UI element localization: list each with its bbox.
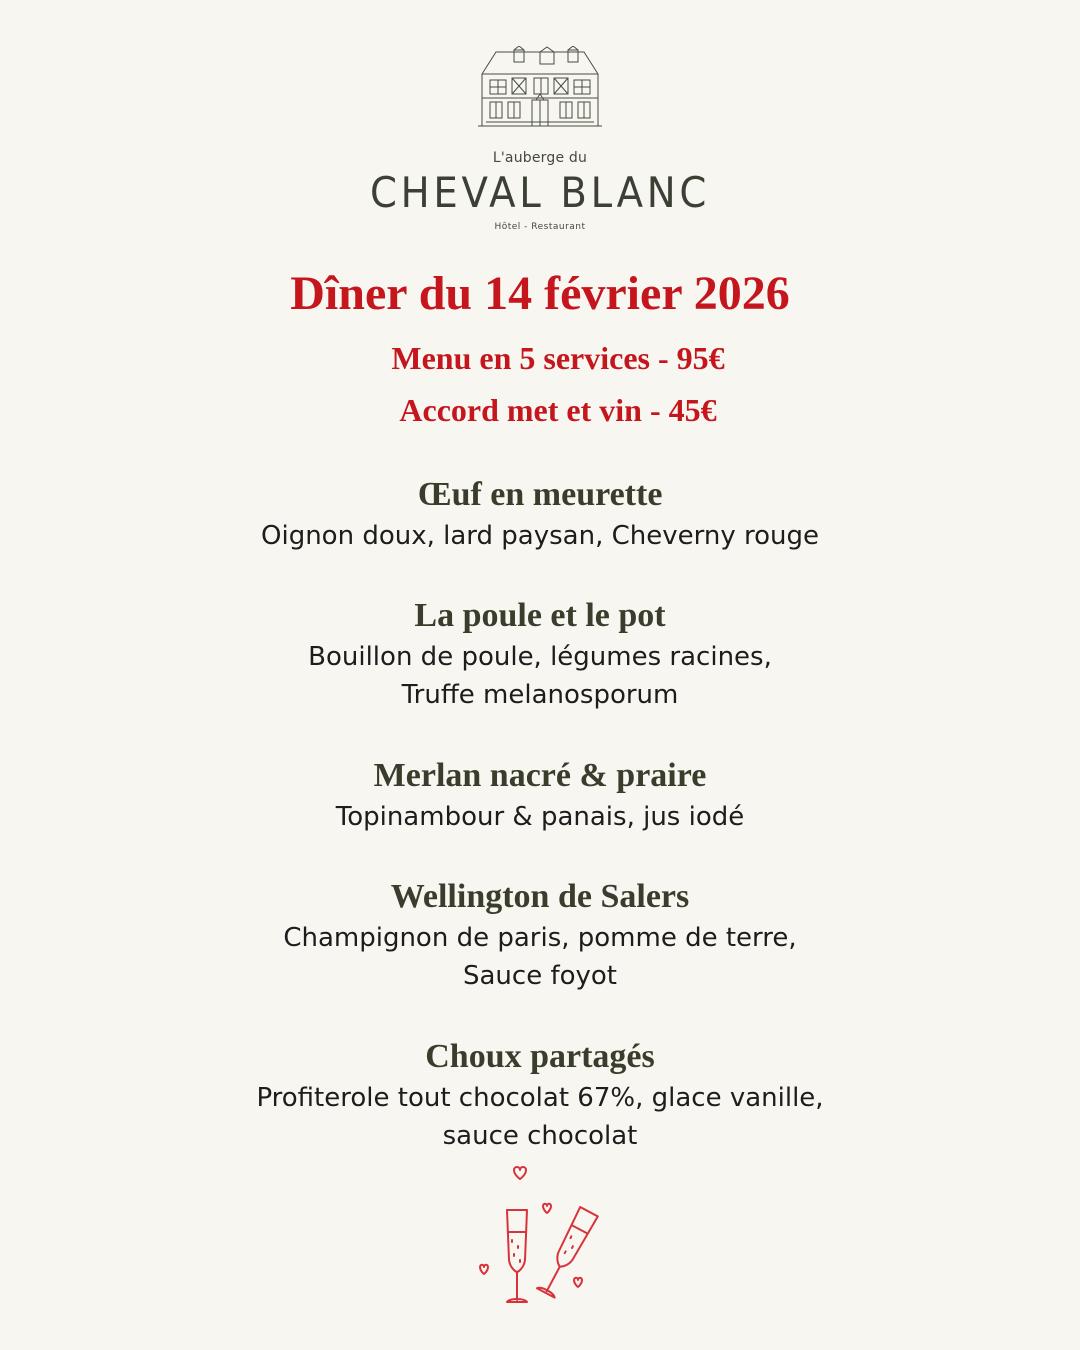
course-description-line: Oignon doux, lard paysan, Cheverny rouge bbox=[261, 521, 819, 551]
course-description bbox=[0, 798, 1080, 836]
champagne-glasses-hearts-icon bbox=[470, 1160, 610, 1316]
brand-prefix: L'auberge du bbox=[492, 150, 588, 166]
course-title: Wellington de Salers bbox=[390, 878, 690, 915]
course-title: La poule et le pot bbox=[414, 597, 666, 634]
course-description bbox=[0, 919, 1080, 995]
course-description-line: Topinambour & panais, jus iodé bbox=[335, 802, 745, 832]
menu-price-line: Menu en 5 services - 95€ bbox=[391, 340, 725, 376]
course-description-line: Profiterole tout chocolat 67%, glace vanille, bbox=[256, 1083, 824, 1113]
course-description-line: Bouillon de poule, légumes racines, bbox=[308, 642, 772, 672]
course-description-line: sauce chocolat bbox=[442, 1121, 638, 1151]
course-title: Choux partagés bbox=[425, 1038, 655, 1075]
page-title: Dîner du 14 février 2026 bbox=[290, 267, 790, 320]
course-item bbox=[0, 596, 1080, 714]
course-item bbox=[0, 756, 1080, 836]
wine-pairing-price-line: Accord met et vin - 45€ bbox=[399, 392, 717, 428]
course-description-line: Sauce foyot bbox=[462, 961, 618, 991]
brand-name: CHEVAL BLANC bbox=[369, 168, 711, 217]
house-facade-icon bbox=[476, 46, 604, 128]
course-item bbox=[0, 1037, 1080, 1155]
course-title: Merlan nacré & praire bbox=[373, 757, 707, 794]
course-title: Œuf en meurette bbox=[417, 476, 663, 513]
course-item bbox=[0, 475, 1080, 555]
course-description bbox=[0, 517, 1080, 555]
course-description bbox=[0, 638, 1080, 714]
brand-subtitle: Hôtel - Restaurant bbox=[494, 222, 586, 232]
course-item bbox=[0, 877, 1080, 995]
course-description-line: Champignon de paris, pomme de terre, bbox=[283, 923, 797, 953]
course-description-line: Truffe melanosporum bbox=[401, 680, 679, 710]
course-description bbox=[0, 1079, 1080, 1155]
